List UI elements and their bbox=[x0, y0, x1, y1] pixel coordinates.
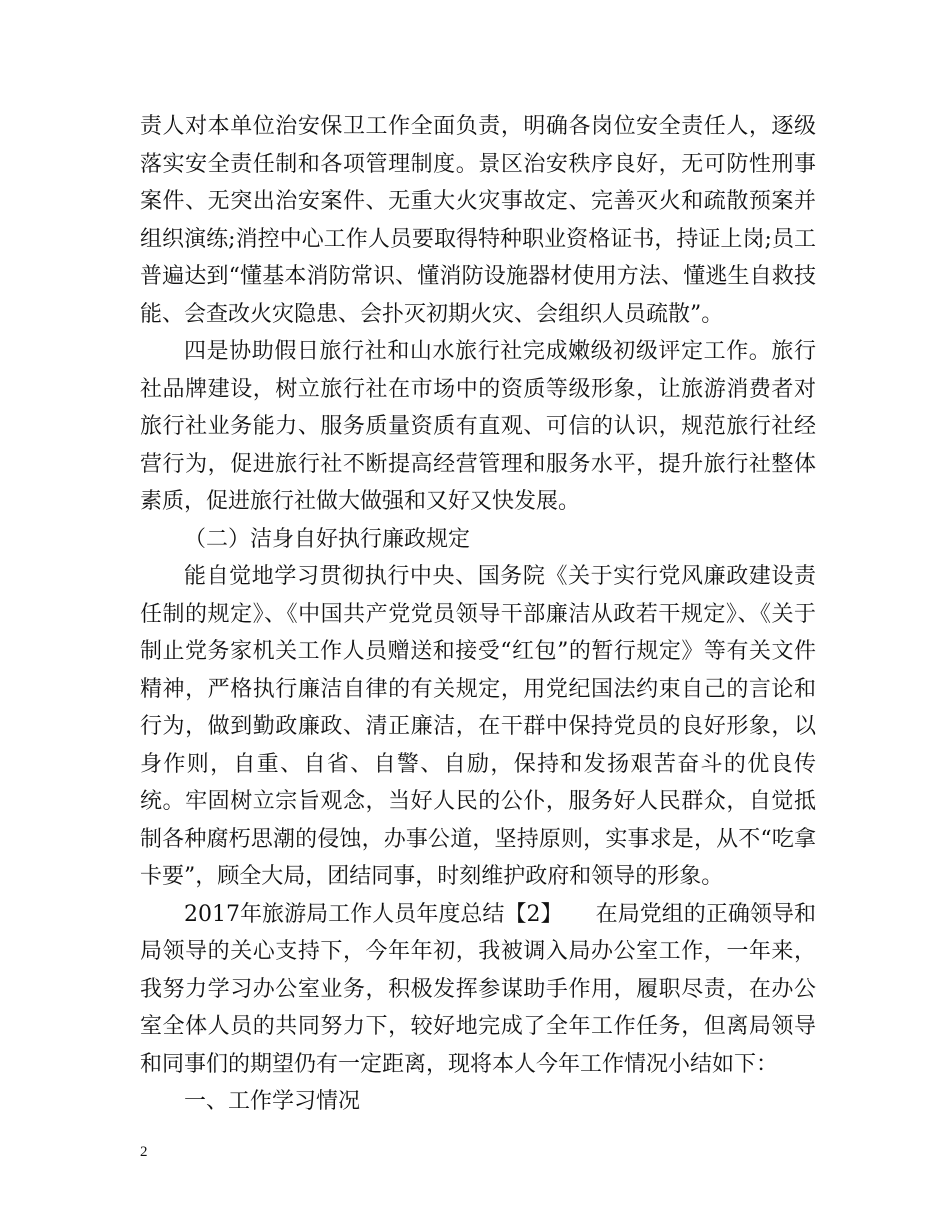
page-number: 2 bbox=[140, 1144, 148, 1160]
paragraph-fire-safety-continued: 责人对本单位治安保卫工作全面负责，明确各岗位安全责任人，逐级落实安全责任制和各项管理制度。景区治安秩序良好，无可防性刑事案件、无突出治安案件、无重大火灾事故定、完善灭火和疏散预案并组织演练;消控中心工作人员要取得特种职业资格证书，持证上岗;员工普遍达到“懂基本消防常识、懂消防设施器材使用方法、懂逃生自救技能、会查改火灾隐患、会扑灭初期火灾、会组织人员疏散”。 bbox=[140, 114, 816, 327]
paragraph-travel-agency-rating: 四是协助假日旅行社和山水旅行社完成嫩级初级评定工作。旅行社品牌建设，树立旅行社在市场中的资质等级形象，让旅游消费者对旅行社业务能力、服务质量资质有直观、可信的认识，规范旅行社经营行为，促进旅行社不断提高经营管理和服务水平，提升旅行社整体素质，促进旅行社做大做强和又好又快发展。 bbox=[140, 339, 816, 514]
document-body bbox=[140, 108, 816, 1121]
paragraph-annual-summary-2: 2017年旅游局工作人员年度总结【2】 在局党组的正确领导和局领导的关心支持下，今年年初，我被调入局办公室工作，一年来，我努力学习办公室业务，积极发挥参谋助手作用，履职尽责，在办公室全体人员的共同努力下，较好地完成了全年工作任务，但离局领导和同事们的期望仍有一定距离，现将本人今年工作情况小结如下： bbox=[140, 901, 816, 1077]
section-heading-integrity: （二）洁身自好执行廉政规定 bbox=[184, 526, 471, 552]
section-heading-work-study: 一、工作学习情况 bbox=[184, 1089, 361, 1114]
paragraph-integrity-rules: 能自觉地学习贯彻执行中央、国务院《关于实行党风廉政建设责任制的规定》、《中国共产党党员领导干部廉洁从政若干规定》、《关于制止党务家机关工作人员赠送和接受“红包”的暂行规定》等有关文件精神，严格执行廉洁自律的有关规定，用党纪国法约束自己的言论和行为，做到勤政廉政、清正廉洁，在干群中保持党员的良好形象，以身作则，自重、自省、自警、自励，保持和发扬艰苦奋斗的优良传统。牢固树立宗旨观念，当好人民的公仆，服务好人民群众，自觉抵制各种腐朽思潮的侵蚀，办事公道，坚持原则，实事求是，从不“吃拿卡要”，顾全大局，团结同事，时刻维护政府和领导的形象。 bbox=[140, 564, 816, 889]
